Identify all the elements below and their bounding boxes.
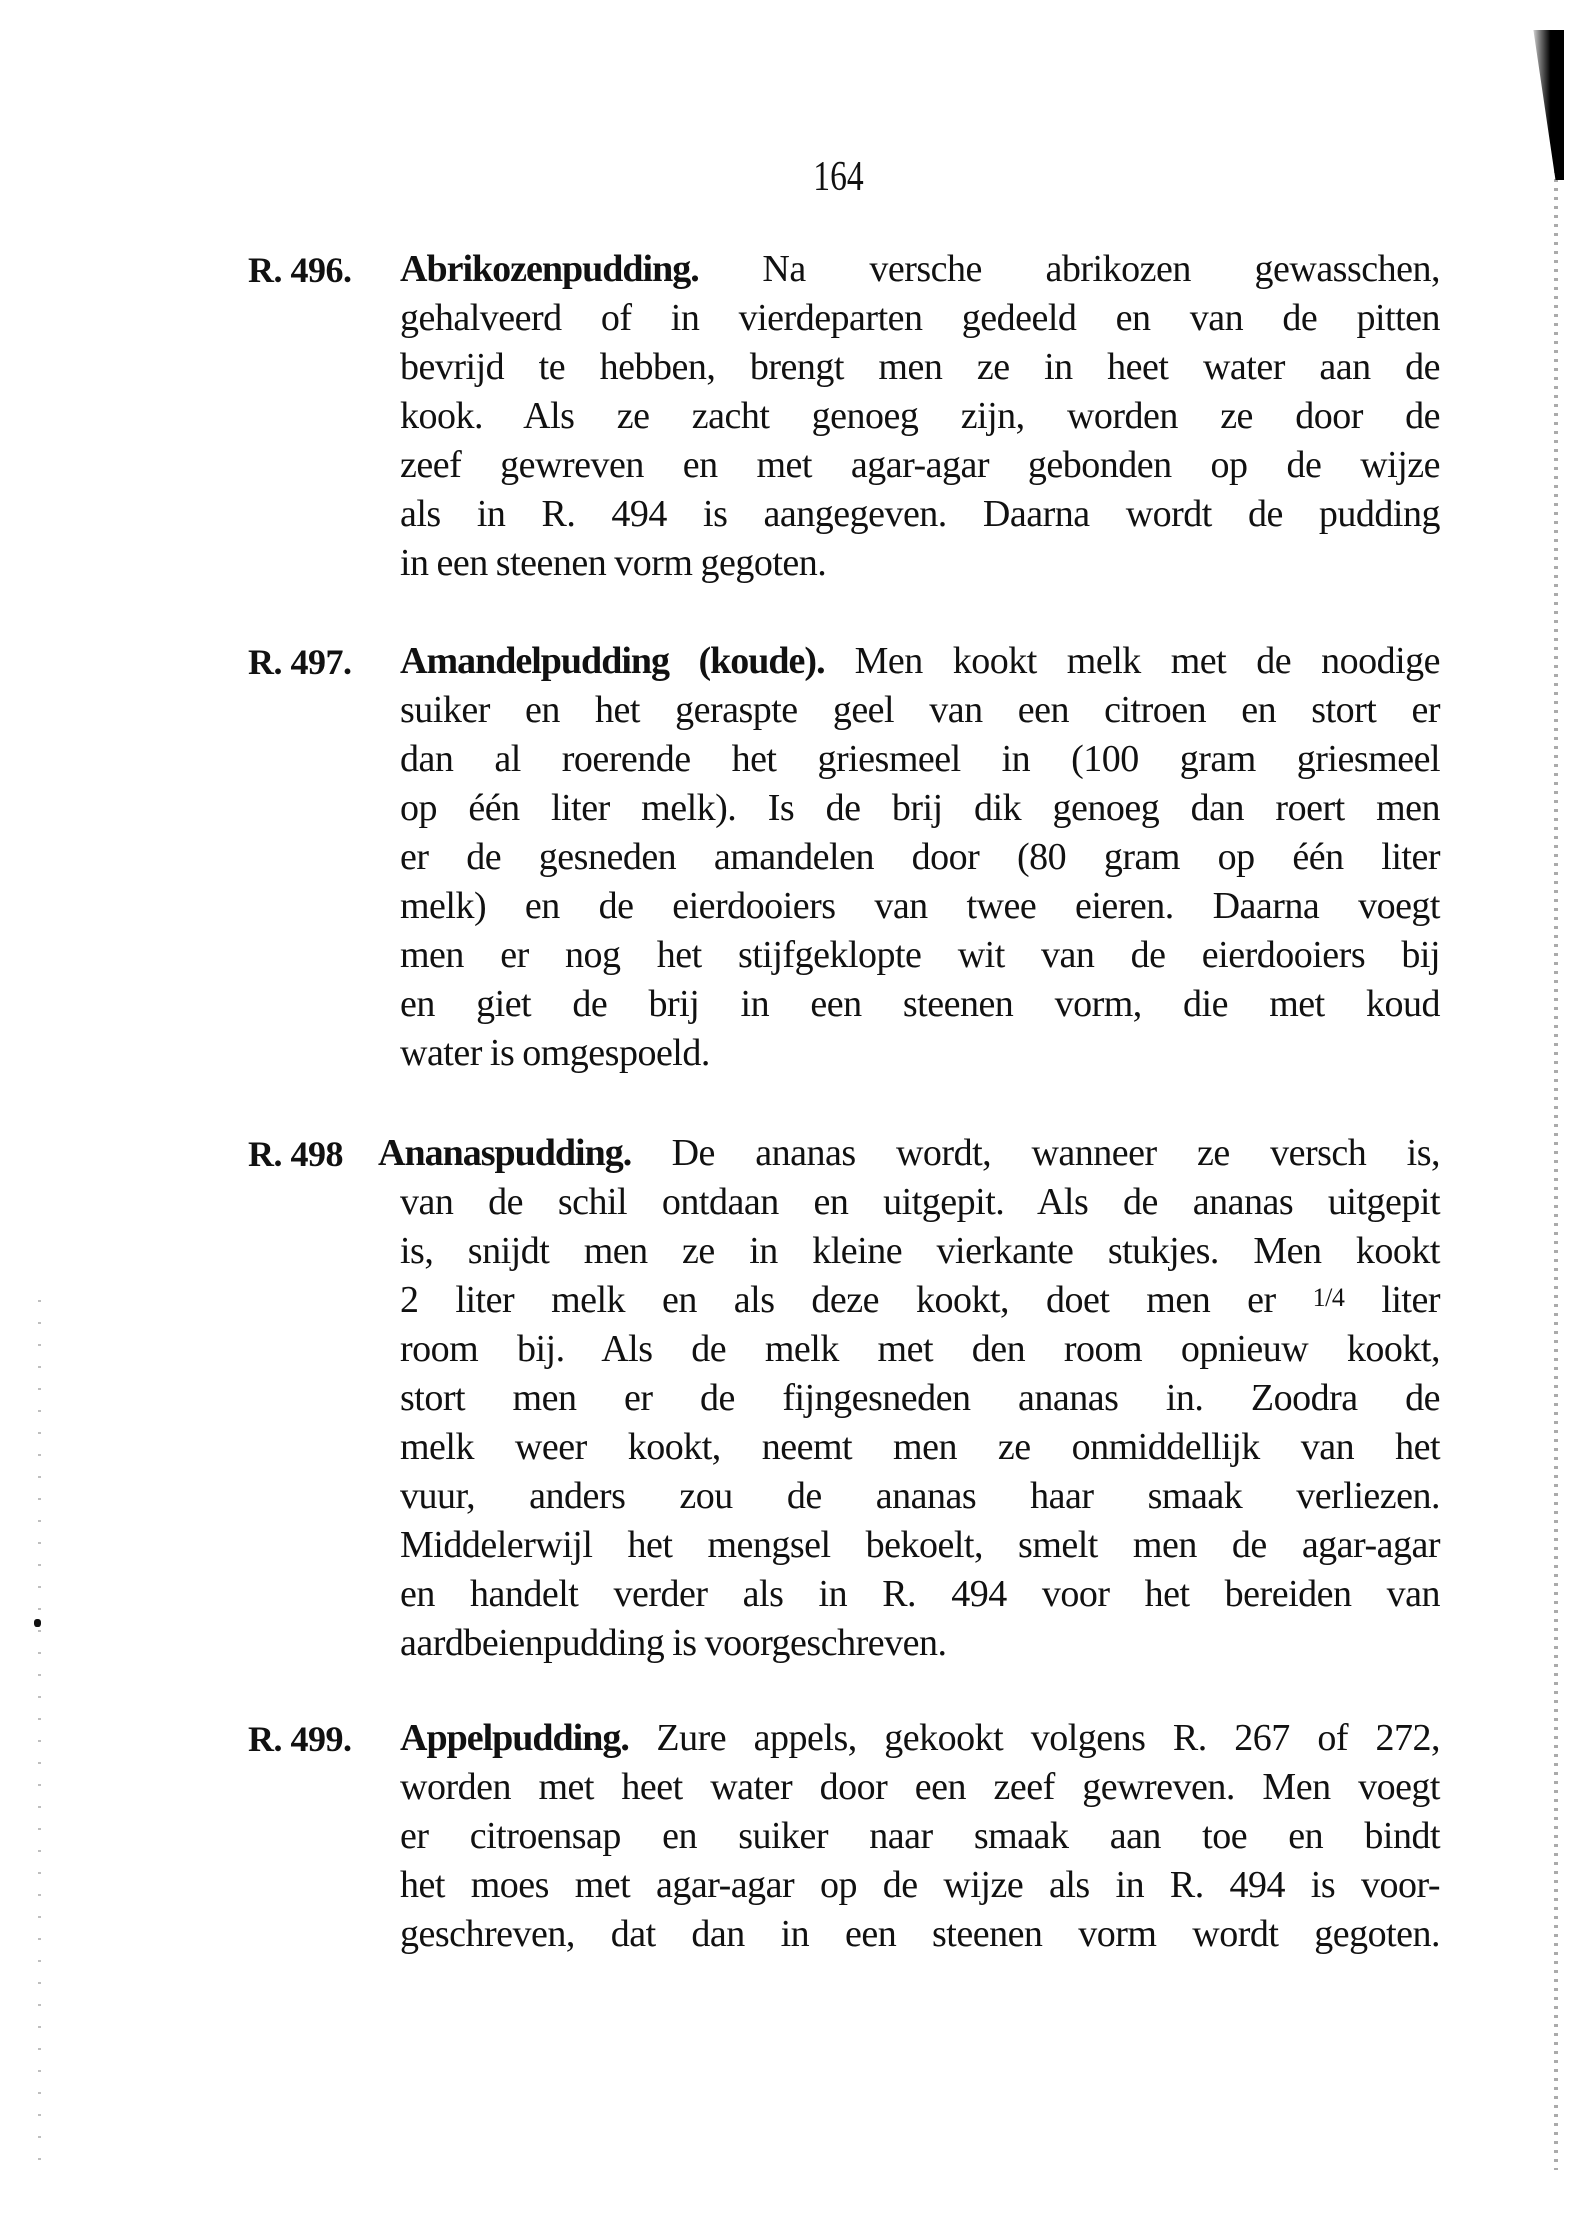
recipe-text: er citroensap en suiker naar smaak aan toe en bindt bbox=[400, 1815, 1440, 1857]
recipe-line bbox=[248, 1133, 1440, 1182]
recipe-text: bevrijd te hebben, brengt men ze in heet water aan de bbox=[400, 346, 1440, 388]
recipe-text: liter bbox=[1381, 1279, 1441, 1321]
recipe-text: het moes met agar-agar op de wijze als in R. 494 is voor- bbox=[400, 1864, 1440, 1906]
recipe-number: R. 498 bbox=[248, 1134, 343, 1174]
recipe-text: van de schil ontdaan en uitgepit. Als de ananas uitgepit bbox=[400, 1181, 1440, 1223]
recipe-text: melk weer kookt, neemt men ze onmiddellijk van het bbox=[400, 1426, 1440, 1468]
recipe-text: gehalveerd of in vierdeparten gedeeld en van de pitten bbox=[400, 297, 1440, 339]
recipe-text: 2 liter melk en als deze kookt, doet men er bbox=[400, 1279, 1276, 1321]
recipe-text: er de gesneden amandelen door (80 gram op één liter bbox=[400, 836, 1440, 878]
recipe-text: Middelerwijl het mengsel bekoelt, smelt men de agar-agar bbox=[400, 1524, 1440, 1566]
recipe-text: Na versche abrikozen gewasschen, bbox=[698, 248, 1440, 290]
recipe-text: en handelt verder als in R. 494 voor het bereiden van bbox=[400, 1573, 1440, 1615]
recipe-text: dan al roerende het griesmeel in (100 gram griesmeel bbox=[400, 738, 1440, 780]
recipe-text: water is omgespoeld. bbox=[400, 1032, 710, 1074]
recipe-497 bbox=[248, 641, 1440, 1082]
recipe-title: Amandelpudding (koude). bbox=[400, 640, 825, 682]
recipe-number: R. 499. bbox=[248, 1719, 352, 1759]
scan-margin-speckles bbox=[38, 1300, 41, 2180]
recipe-text: melk) en de eierdooiers van twee eieren. Daarna voegt bbox=[400, 885, 1440, 927]
recipe-text: in een steenen vorm gegoten. bbox=[400, 542, 827, 584]
recipe-text: stort men er de fijngesneden ananas in. Zoodra de bbox=[400, 1377, 1440, 1419]
recipe-line bbox=[248, 641, 1440, 690]
recipe-text: zeef gewreven en met agar-agar gebonden op de wijze bbox=[400, 444, 1440, 486]
scan-ink-blot bbox=[34, 1619, 41, 1627]
recipe-text: worden met heet water door een zeef gewreven. Men voegt bbox=[400, 1766, 1440, 1808]
recipe-text: room bij. Als de melk met den room opnieuw kookt, bbox=[400, 1328, 1440, 1370]
fraction-quarter: 1/4 bbox=[1312, 1283, 1345, 1312]
recipe-text: suiker en het geraspte geel van een citroen en stort er bbox=[400, 689, 1440, 731]
recipe-text: als in R. 494 is aangegeven. Daarna wordt de pudding bbox=[400, 493, 1440, 535]
recipe-text: Men kookt melk met de noodige bbox=[824, 640, 1441, 682]
recipe-title: Ananaspudding. bbox=[378, 1132, 632, 1174]
recipe-499 bbox=[248, 1718, 1440, 1963]
recipe-title: Abrikozenpudding. bbox=[400, 248, 699, 290]
recipe-text: De ananas wordt, wanneer ze versch is, bbox=[631, 1132, 1440, 1174]
recipe-text: Zure appels, gekookt volgens R. 267 of 272, bbox=[628, 1717, 1440, 1759]
recipe-line bbox=[248, 249, 1440, 298]
recipe-text: en giet de brij in een steenen vorm, die met koud bbox=[400, 983, 1440, 1025]
recipe-title: Appelpudding. bbox=[400, 1717, 629, 1759]
recipe-number: R. 496. bbox=[248, 250, 352, 290]
recipe-line bbox=[248, 1718, 1440, 1767]
recipe-text: is, snijdt men ze in kleine vierkante stukjes. Men kookt bbox=[400, 1230, 1440, 1272]
recipe-text: geschreven, dat dan in een steenen vorm wordt gegoten. bbox=[400, 1913, 1440, 1955]
recipe-text: op één liter melk). Is de brij dik genoeg dan roert men bbox=[400, 787, 1440, 829]
recipe-text: aardbeienpudding is voorgeschreven. bbox=[400, 1622, 947, 1664]
page-number: 164 bbox=[812, 154, 864, 200]
recipe-text: kook. Als ze zacht genoeg zijn, worden ze door de bbox=[400, 395, 1440, 437]
recipe-496 bbox=[248, 249, 1440, 592]
scan-binding-edge bbox=[1554, 170, 1558, 2170]
recipe-text: men er nog het stijfgeklopte wit van de eierdooiers bij bbox=[400, 934, 1440, 976]
recipe-text: vuur, anders zou de ananas haar smaak verliezen. bbox=[400, 1475, 1440, 1517]
recipe-498 bbox=[248, 1133, 1440, 1672]
recipe-number: R. 497. bbox=[248, 642, 352, 682]
